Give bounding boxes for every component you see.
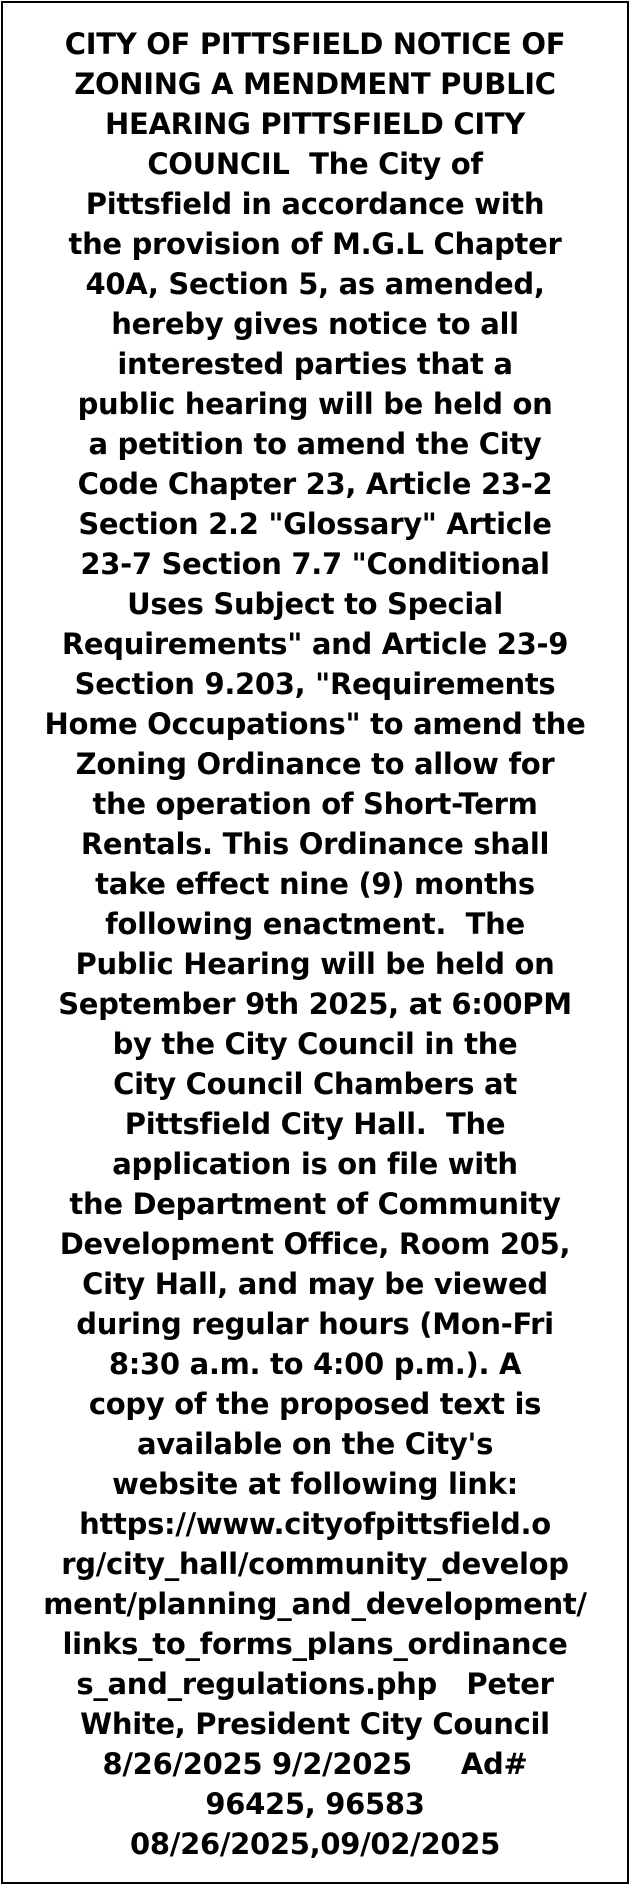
legal-notice-frame: [1, 1, 629, 1884]
notice-line: ment/planning_and_development/: [43, 1587, 587, 1621]
notice-line: links_to_forms_plans_ordinance: [62, 1627, 568, 1661]
notice-line: 08/26/2025,09/02/2025: [130, 1827, 500, 1861]
notice-line: Rentals. This Ordinance shall: [80, 827, 550, 861]
notice-line: available on the City's: [136, 1427, 494, 1461]
notice-line: Development Office, Room 205,: [59, 1227, 571, 1261]
notice-line: Public Hearing will be held on: [75, 947, 555, 981]
notice-line: website at following link:: [112, 1467, 518, 1501]
notice-line: Requirements" and Article 23-9: [61, 627, 569, 661]
notice-line: 23-7 Section 7.7 "Conditional: [80, 547, 550, 581]
notice-line: application is on file with: [112, 1147, 518, 1181]
notice-line: during regular hours (Mon-Fri: [76, 1307, 554, 1341]
notice-line: public hearing will be held on: [77, 387, 553, 421]
notice-line: CITY OF PITTSFIELD NOTICE OF: [64, 27, 566, 61]
notice-line: 96425, 96583: [205, 1787, 425, 1821]
notice-line: following enactment. The: [105, 907, 525, 941]
notice-line: hereby gives notice to all: [111, 307, 519, 341]
notice-line: 8:30 a.m. to 4:00 p.m.). A: [108, 1347, 522, 1381]
notice-line: rg/city_hall/community_develop: [61, 1547, 569, 1581]
notice-line: the operation of Short-Term: [92, 787, 538, 821]
notice-line: interested parties that a: [117, 347, 513, 381]
legal-notice-text: [3, 24, 627, 1864]
notice-line: City Hall, and may be viewed: [82, 1267, 548, 1301]
notice-line: s_and_regulations.php Peter: [76, 1667, 554, 1701]
notice-line: the provision of M.G.L Chapter: [68, 227, 562, 261]
notice-line: September 9th 2025, at 6:00PM: [58, 987, 572, 1021]
notice-line: HEARING PITTSFIELD CITY: [105, 107, 525, 141]
notice-line: 8/26/2025 9/2/2025 Ad#: [102, 1747, 528, 1781]
notice-line: ZONING A MENDMENT PUBLIC: [74, 67, 556, 101]
notice-line: 40A, Section 5, as amended,: [85, 267, 545, 301]
notice-line: copy of the proposed text is: [88, 1387, 542, 1421]
notice-line: take effect nine (9) months: [95, 867, 535, 901]
notice-line: Zoning Ordinance to allow for: [75, 747, 555, 781]
notice-line: the Department of Community: [69, 1187, 561, 1221]
notice-line: City Council Chambers at: [113, 1067, 517, 1101]
notice-line: Home Occupations" to amend the: [44, 707, 586, 741]
notice-line: COUNCIL The City of: [147, 147, 483, 181]
notice-line: Pittsfield in accordance with: [85, 187, 545, 221]
notice-line: Code Chapter 23, Article 23-2: [77, 467, 553, 501]
notice-line: Uses Subject to Special: [127, 587, 503, 621]
notice-line: White, President City Council: [80, 1707, 550, 1741]
notice-line: by the City Council in the: [112, 1027, 518, 1061]
notice-line: Pittsfield City Hall. The: [124, 1107, 506, 1141]
notice-line: a petition to amend the City: [88, 427, 542, 461]
notice-line: https://www.cityofpittsfield.o: [79, 1507, 551, 1541]
notice-line: Section 9.203, "Requirements: [74, 667, 556, 701]
notice-line: Section 2.2 "Glossary" Article: [78, 507, 552, 541]
